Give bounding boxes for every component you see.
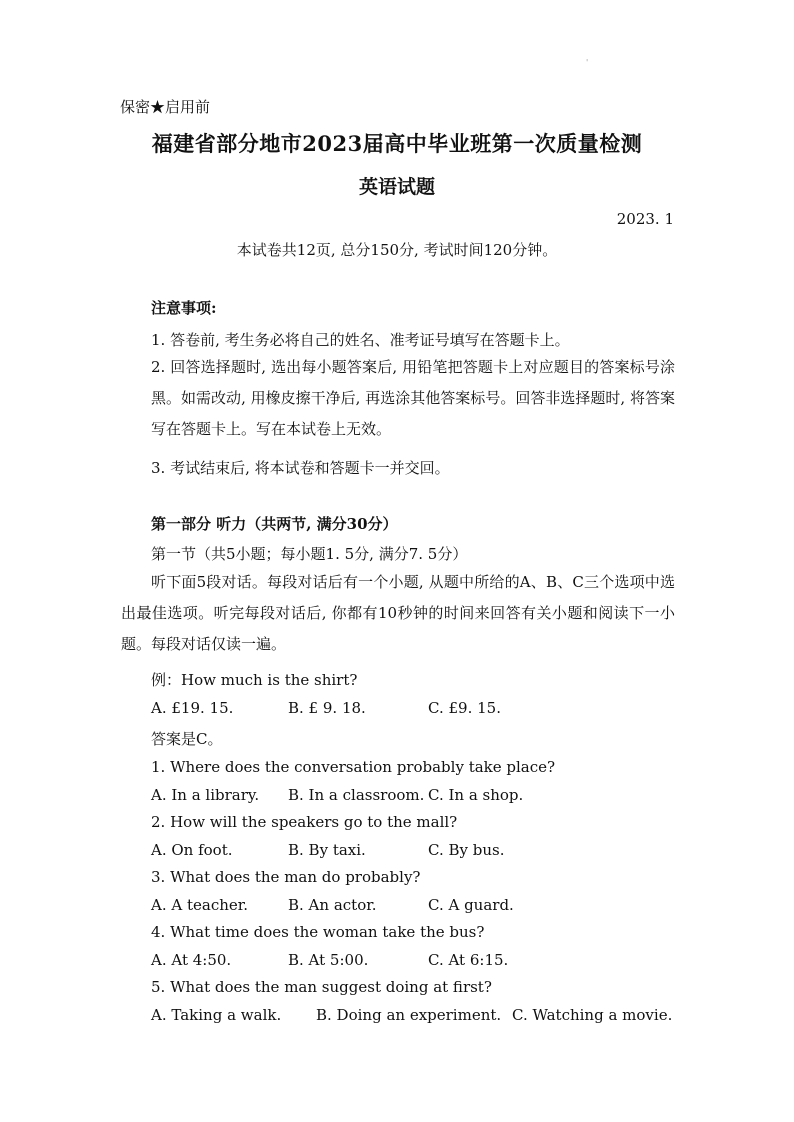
notice-item-1: 1. 答卷前, 考生务必将自己的姓名、准考证号填写在答题卡上。 xyxy=(151,331,570,349)
notice-item-2: 2. 回答选择题时, 选出每小题答案后, 用铅笔把答题卡上对应题目的答案标号涂黑。如需改动, 用橡皮擦干净后, 再选涂其他答案标号。回答非选择题时, 将答案写在答题卡上。写在本试卷上无效。 xyxy=(151,358,675,438)
notice-title: 注意事项: xyxy=(151,299,217,317)
question-5-option-a: A. Taking a walk. xyxy=(151,1006,282,1024)
notice-item-3: 3. 考试结束后, 将本试卷和答题卡一并交回。 xyxy=(151,459,450,477)
page-mark: ' xyxy=(586,58,589,67)
question-4-option-a: A. At 4:50. xyxy=(151,951,232,969)
part1-title: 第一部分 听力（共两节, 满分30分） xyxy=(151,515,398,533)
page-subtitle: 英语试题 xyxy=(358,176,435,198)
question-2-option-b: B. By taxi. xyxy=(288,841,366,859)
example-option-b: B. £ 9. 18. xyxy=(288,699,366,717)
question-1: 1. Where does the conversation probably take place? xyxy=(151,758,556,776)
example-option-c: C. £9. 15. xyxy=(428,699,501,717)
question-2-option-a: A. On foot. xyxy=(151,841,233,859)
example-question: 例：How much is the shirt? xyxy=(151,671,358,689)
example-answer: 答案是C。 xyxy=(151,730,223,748)
listening-instructions: 听下面5段对话。每段对话后有一个小题, 从题中所给的A、B、C三个选项中选出最佳选项。听完每段对话后, 你都有10秒钟的时间来回答有关小题和阅读下一小题。每段对话仅读一遍。 xyxy=(121,573,675,653)
question-1-option-c: C. In a shop. xyxy=(428,786,524,804)
question-1-option-b: B. In a classroom. xyxy=(288,786,425,804)
question-4: 4. What time does the woman take the bus? xyxy=(151,923,485,941)
question-5: 5. What does the man suggest doing at first? xyxy=(151,978,492,996)
question-2-option-c: C. By bus. xyxy=(428,841,505,859)
question-2: 2. How will the speakers go to the mall? xyxy=(151,813,458,831)
exam-date: 2023. 1 xyxy=(616,210,674,228)
question-3-option-a: A. A teacher. xyxy=(151,896,249,914)
question-3-option-c: C. A guard. xyxy=(428,896,514,914)
section1-title: 第一节（共5小题；每小题1. 5分, 满分7. 5分） xyxy=(151,545,468,563)
confidential-label: 保密★启用前 xyxy=(120,98,211,116)
question-3-option-b: B. An actor. xyxy=(288,896,377,914)
question-1-option-a: A. In a library. xyxy=(151,786,260,804)
exam-info: 本试卷共12页, 总分150分, 考试时间120分钟。 xyxy=(236,241,558,259)
question-3: 3. What does the man do probably? xyxy=(151,868,421,886)
page-title: 福建省部分地市2023届高中毕业班第一次质量检测 xyxy=(151,131,643,156)
question-5-option-b: B. Doing an experiment. xyxy=(316,1006,502,1024)
question-5-option-c: C. Watching a movie. xyxy=(512,1006,673,1024)
question-4-option-c: C. At 6:15. xyxy=(428,951,509,969)
question-4-option-b: B. At 5:00. xyxy=(288,951,369,969)
example-option-a: A. £19. 15. xyxy=(151,699,234,717)
